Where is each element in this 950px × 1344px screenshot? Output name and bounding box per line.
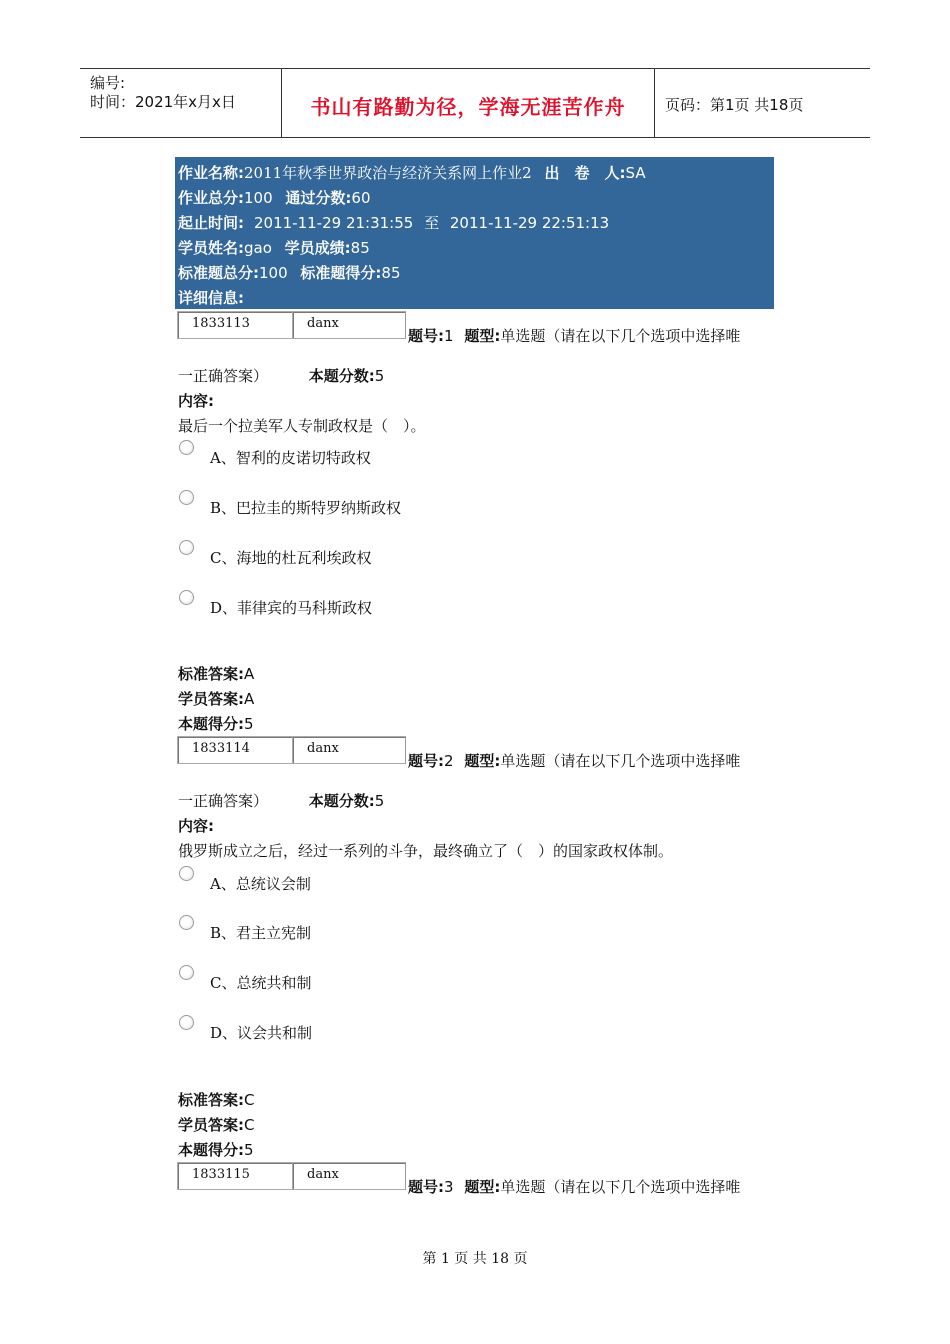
radio-option-a[interactable] — [179, 440, 194, 455]
std-answer — [178, 1089, 254, 1110]
type-label: 题型: — [464, 1178, 501, 1196]
header-meta-cell — [80, 69, 282, 137]
std-answer-value: A — [244, 665, 255, 683]
type-label: 题型: — [464, 327, 501, 345]
student-answer-value: C — [244, 1116, 255, 1134]
option-a: A、智利的皮诺切特政权 — [210, 449, 371, 467]
info-row-score — [178, 187, 371, 208]
question-code-box — [292, 736, 406, 764]
option-a: A、总统议会制 — [210, 875, 311, 893]
type-value: 单选题（请在以下几个选项中选择唯 — [500, 1178, 741, 1196]
type-label: 题型: — [464, 752, 501, 770]
std-score-label: 标准题得分: — [300, 264, 382, 282]
info-row-name — [178, 162, 646, 183]
number-label: 题号: — [408, 1178, 444, 1196]
number-label: 题号: — [408, 327, 444, 345]
radio-option-b[interactable] — [179, 490, 194, 505]
radio-option-c[interactable] — [179, 965, 194, 980]
detail-label: 详细信息: — [178, 289, 244, 307]
number-value: 3 — [444, 1178, 454, 1196]
score-label: 本题分数: — [308, 792, 375, 810]
time-end: 2011-11-29 22:51:13 — [449, 214, 610, 232]
number-value: 2 — [444, 752, 454, 770]
question-meta — [408, 325, 740, 346]
time-range-label: 起止时间: — [178, 214, 244, 232]
header-motto-cell — [282, 69, 655, 137]
student-answer-value: A — [244, 690, 255, 708]
question-code: danx — [307, 741, 339, 756]
number-label: 编号: — [90, 74, 126, 92]
option-b: B、巴拉圭的斯特罗纳斯政权 — [210, 499, 402, 517]
radio-option-c[interactable] — [179, 540, 194, 555]
info-row-time — [178, 212, 609, 233]
option-b: B、君主立宪制 — [210, 924, 312, 942]
question-id: 1833115 — [192, 1167, 250, 1182]
content-label: 内容: — [178, 817, 214, 835]
std-answer — [178, 663, 254, 684]
number-value: 1 — [444, 327, 454, 345]
motto: 书山有路勤为径，学海无涯苦作舟 — [310, 95, 626, 119]
got-value: 5 — [244, 1141, 254, 1159]
student-answer-label: 学员答案: — [178, 1116, 244, 1134]
content-label: 内容: — [178, 392, 214, 410]
option-c: C、海地的杜瓦利埃政权 — [210, 549, 372, 567]
question-code: danx — [307, 316, 339, 331]
pass-value: 60 — [351, 189, 371, 207]
info-row-student — [178, 237, 370, 258]
author-value: SA — [625, 164, 646, 182]
question-code-box — [292, 1162, 406, 1190]
question-meta — [408, 1176, 740, 1197]
question-meta-cont — [178, 365, 384, 386]
question-id-box — [177, 1162, 293, 1190]
got-label: 本题得分: — [178, 715, 244, 733]
question-code: danx — [307, 1167, 339, 1182]
radio-option-d[interactable] — [179, 1015, 194, 1030]
question-meta — [408, 750, 740, 771]
time-label: 时间：2021年x月x日 — [90, 93, 236, 111]
std-total-value: 100 — [259, 264, 288, 282]
score-value: 5 — [374, 367, 385, 385]
question-content: 俄罗斯成立之后，经过一系列的斗争，最终确立了（ ）的国家政权体制。 — [178, 842, 674, 860]
name-label: 作业名称: — [178, 164, 244, 182]
header-page-cell — [655, 69, 870, 137]
radio-option-a[interactable] — [179, 866, 194, 881]
question-content: 最后一个拉美军人专制政权是（ ）。 — [178, 417, 426, 435]
name-value: 2011年秋季世界政治与经济关系网上作业2 — [244, 164, 532, 182]
student-answer-label: 学员答案: — [178, 690, 244, 708]
student-value: gao — [244, 239, 272, 257]
std-answer-label: 标准答案: — [178, 1091, 244, 1109]
question-id-box — [177, 311, 293, 339]
student-score-label: 学员成绩: — [284, 239, 351, 257]
total-label: 作业总分: — [178, 189, 244, 207]
type-value: 单选题（请在以下几个选项中选择唯 — [500, 327, 741, 345]
type-cont: 一正确答案） — [178, 792, 269, 810]
assignment-info-box — [175, 157, 774, 309]
type-cont: 一正确答案） — [178, 367, 269, 385]
question-score — [178, 1139, 254, 1160]
time-to: 至 — [424, 214, 440, 232]
student-label: 学员姓名: — [178, 239, 244, 257]
option-d: D、议会共和制 — [210, 1024, 313, 1042]
question-id-box — [177, 736, 293, 764]
student-answer — [178, 1114, 254, 1135]
time-start: 2011-11-29 21:31:55 — [254, 214, 414, 232]
page-footer: 第 1 页 共 18 页 — [422, 1251, 528, 1267]
type-value: 单选题（请在以下几个选项中选择唯 — [500, 752, 741, 770]
page-indicator: 页码：第1页 共18页 — [665, 96, 804, 114]
question-id: 1833113 — [192, 316, 250, 331]
got-label: 本题得分: — [178, 1141, 244, 1159]
std-answer-label: 标准答案: — [178, 665, 244, 683]
question-score — [178, 713, 254, 734]
info-row-standard — [178, 262, 401, 283]
option-c: C、总统共和制 — [210, 974, 312, 992]
student-score-value: 85 — [350, 239, 370, 257]
std-total-label: 标准题总分: — [178, 264, 259, 282]
pass-label: 通过分数: — [285, 189, 352, 207]
student-answer — [178, 688, 254, 709]
score-value: 5 — [374, 792, 385, 810]
option-d: D、菲律宾的马科斯政权 — [210, 599, 373, 617]
page-header — [80, 68, 870, 138]
question-code-box — [292, 311, 406, 339]
question-id: 1833114 — [192, 741, 250, 756]
total-value: 100 — [244, 189, 273, 207]
author-label: 出 卷 人: — [544, 164, 626, 182]
number-label: 题号: — [408, 752, 444, 770]
info-row-detail — [178, 287, 244, 308]
std-answer-value: C — [244, 1091, 255, 1109]
question-meta-cont — [178, 790, 384, 811]
radio-option-d[interactable] — [179, 590, 194, 605]
radio-option-b[interactable] — [179, 915, 194, 930]
std-score-value: 85 — [381, 264, 401, 282]
got-value: 5 — [244, 715, 254, 733]
score-label: 本题分数: — [308, 367, 375, 385]
